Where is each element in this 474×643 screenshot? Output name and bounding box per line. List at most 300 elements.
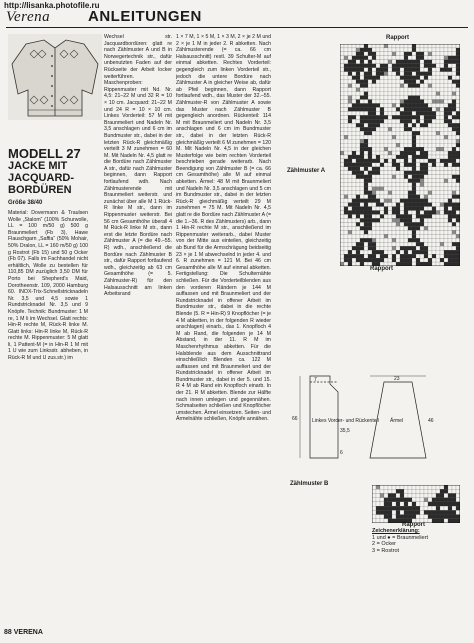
chart-cell [452,103,456,107]
chart-cell [384,195,388,199]
chart-cell [456,143,460,147]
chart-cell [400,510,404,514]
chart-cell [372,510,376,514]
chart-cell [448,123,452,127]
chart-cell [412,76,416,80]
chart-cell [400,72,404,76]
chart-cell [340,218,344,222]
chart-cell [436,155,440,159]
jacket-illustration [8,34,102,120]
chart-cell [436,489,440,493]
chart-cell [356,222,360,226]
chart-cell [400,195,404,199]
chart-cell [396,103,400,107]
chart-cell [388,187,392,191]
chart-cell [424,143,428,147]
chart-cell [360,107,364,111]
chart-cell [428,92,432,96]
chart-cell [360,60,364,64]
chart-cell [448,510,452,514]
chart-cell [456,147,460,151]
chart-cell [368,119,372,123]
chart-cell [408,48,412,52]
chart-cell [412,250,416,254]
chart-cell [400,167,404,171]
chart-cell [344,123,348,127]
chart-cell [408,222,412,226]
chart-cell [376,493,380,497]
chart-cell [348,214,352,218]
chart-cell [436,199,440,203]
chart-cell [356,187,360,191]
chart-cell [432,84,436,88]
chart-cell [416,123,420,127]
chart-cell [440,151,444,155]
chart-cell [432,111,436,115]
chart-cell [404,510,408,514]
chart-cell [380,68,384,72]
chart-cell [416,171,420,175]
chart-cell [388,191,392,195]
chart-cell [344,226,348,230]
chart-cell [344,131,348,135]
chart-cell [408,246,412,250]
chart-cell [392,510,396,514]
chart-cell [456,493,460,497]
chart-cell [360,127,364,131]
chart-cell [380,143,384,147]
chart-cell [420,64,424,68]
chart-cell [392,147,396,151]
chart-cell [440,203,444,207]
dim-b: 7 [314,377,317,383]
chart-cell [368,72,372,76]
chart-cell [448,226,452,230]
chart-cell [428,183,432,187]
chart-cell [356,76,360,80]
chart-cell [456,151,460,155]
chart-cell [388,72,392,76]
chart-cell [384,222,388,226]
chart-cell [340,214,344,218]
chart-cell [452,167,456,171]
chart-cell [384,100,388,104]
chart-cell [352,226,356,230]
chart-cell [424,510,428,514]
chart-cell [404,254,408,258]
chart-cell [456,64,460,68]
chart-cell [392,111,396,115]
chart-cell [348,100,352,104]
chart-cell [456,226,460,230]
chart-cell [396,131,400,135]
chart-cell [452,72,456,76]
chart-cell [388,139,392,143]
chart-cell [432,96,436,100]
chart-cell [372,493,376,497]
chart-cell [448,96,452,100]
chart-cell [444,84,448,88]
chart-cell [372,498,376,502]
chart-cell [444,258,448,262]
chart-cell [400,515,404,519]
chart-cell [424,485,428,489]
chart-cell [404,92,408,96]
chart-cell [340,76,344,80]
chart-cell [344,163,348,167]
chart-cell [368,175,372,179]
chart-cell [384,115,388,119]
chart-cell [456,187,460,191]
chart-cell [400,226,404,230]
chart-cell [372,155,376,159]
chart-cell [432,199,436,203]
chart-cell [348,155,352,159]
chart-cell [356,159,360,163]
chart-cell [388,226,392,230]
chart-cell [408,88,412,92]
chart-cell [428,131,432,135]
chart-cell [400,60,404,64]
chart-cell [380,103,384,107]
chart-cell [420,222,424,226]
chart-cell [432,163,436,167]
chart-cell [424,52,428,56]
chart-cell [416,238,420,242]
chart-cell [352,44,356,48]
chart-cell [388,218,392,222]
chart-cell [432,103,436,107]
chart-cell [392,92,396,96]
chart-cell [372,207,376,211]
chart-cell [380,159,384,163]
chart-cell [416,230,420,234]
chart-cell [428,246,432,250]
chart-cell [344,187,348,191]
chart-cell [372,147,376,151]
chart-cell [352,88,356,92]
chart-cell [428,80,432,84]
chart-cell [436,498,440,502]
chart-cell [384,60,388,64]
chart-cell [360,214,364,218]
chart-cell [428,151,432,155]
chart-cell [412,493,416,497]
chart-cell [420,123,424,127]
chart-cell [416,485,420,489]
chart-cell [356,195,360,199]
chart-cell [396,191,400,195]
chart-cell [408,64,412,68]
chart-cell [436,214,440,218]
chart-cell [356,48,360,52]
chart-cell [400,92,404,96]
chart-cell [372,100,376,104]
chart-cell [372,143,376,147]
chart-cell [368,131,372,135]
chart-cell [364,230,368,234]
chart-cell [404,100,408,104]
chart-cell [384,258,388,262]
chart-cell [384,80,388,84]
chart-cell [364,175,368,179]
chart-cell [432,151,436,155]
chart-cell [392,159,396,163]
chart-cell [360,151,364,155]
chart-cell [432,159,436,163]
chart-cell [396,195,400,199]
chart-cell [364,171,368,175]
chart-cell [412,254,416,258]
chart-cell [392,96,396,100]
chart-cell [372,96,376,100]
chart-cell [376,64,380,68]
chart-b-label: Zählmuster B [290,481,329,487]
chart-cell [412,52,416,56]
chart-cell [452,207,456,211]
chart-cell [372,242,376,246]
chart-cell [416,218,420,222]
chart-cell [456,242,460,246]
chart-cell [396,48,400,52]
chart-cell [424,254,428,258]
chart-cell [372,64,376,68]
chart-cell [432,218,436,222]
chart-cell [380,163,384,167]
chart-cell [380,234,384,238]
chart-cell [368,92,372,96]
chart-cell [420,242,424,246]
chart-cell [444,195,448,199]
chart-cell [404,96,408,100]
chart-cell [424,68,428,72]
chart-cell [440,84,444,88]
chart-cell [428,143,432,147]
chart-cell [384,214,388,218]
chart-cell [400,107,404,111]
chart-cell [376,151,380,155]
chart-cell [444,96,448,100]
chart-cell [376,519,380,523]
chart-cell [416,147,420,151]
chart-cell [364,147,368,151]
chart-cell [428,179,432,183]
chart-cell [444,207,448,211]
chart-cell [440,123,444,127]
chart-cell [376,147,380,151]
chart-cell [448,203,452,207]
chart-cell [348,151,352,155]
chart-cell [360,207,364,211]
chart-cell [408,250,412,254]
chart-cell [444,56,448,60]
chart-cell [416,214,420,218]
chart-cell [412,155,416,159]
chart-cell [444,88,448,92]
chart-cell [436,123,440,127]
chart-cell [384,96,388,100]
chart-cell [340,187,344,191]
chart-cell [392,183,396,187]
chart-cell [384,199,388,203]
chart-cell [392,72,396,76]
chart-cell [440,230,444,234]
chart-cell [344,115,348,119]
chart-cell [424,498,428,502]
chart-cell [356,242,360,246]
chart-cell [376,191,380,195]
chart-cell [360,250,364,254]
chart-cell [456,262,460,266]
chart-cell [392,203,396,207]
chart-cell [340,155,344,159]
chart-cell [412,151,416,155]
chart-cell [428,72,432,76]
chart-cell [388,502,392,506]
chart-cell [392,195,396,199]
chart-cell [360,230,364,234]
chart-cell [432,119,436,123]
chart-cell [388,250,392,254]
chart-cell [440,187,444,191]
chart-cell [404,80,408,84]
chart-cell [356,207,360,211]
chart-cell [404,139,408,143]
chart-cell [452,96,456,100]
chart-cell [412,88,416,92]
chart-cell [412,203,416,207]
chart-cell [368,80,372,84]
chart-cell [344,139,348,143]
chart-cell [392,230,396,234]
chart-cell [396,187,400,191]
chart-cell [384,135,388,139]
chart-cell [448,88,452,92]
chart-cell [396,234,400,238]
chart-cell [360,179,364,183]
chart-cell [388,167,392,171]
chart-cell [412,48,416,52]
chart-cell [440,159,444,163]
chart-cell [376,515,380,519]
chart-cell [396,127,400,131]
chart-cell [420,56,424,60]
chart-cell [428,519,432,523]
chart-cell [420,258,424,262]
chart-cell [364,100,368,104]
chart-cell [372,187,376,191]
chart-cell [372,52,376,56]
chart-cell [380,519,384,523]
chart-cell [384,64,388,68]
chart-cell [396,183,400,187]
chart-cell [432,183,436,187]
chart-cell [428,222,432,226]
chart-cell [364,238,368,242]
chart-cell [356,131,360,135]
chart-cell [340,191,344,195]
chart-cell [448,238,452,242]
chart-cell [380,506,384,510]
chart-cell [400,207,404,211]
chart-cell [412,68,416,72]
chart-cell [436,183,440,187]
chart-cell [452,242,456,246]
chart-cell [408,127,412,131]
chart-cell [448,485,452,489]
chart-cell [372,76,376,80]
chart-cell [448,92,452,96]
chart-cell [340,111,344,115]
chart-cell [424,207,428,211]
chart-cell [428,68,432,72]
chart-cell [376,52,380,56]
chart-cell [364,258,368,262]
chart-a-label: Zählmuster A [287,168,326,174]
chart-cell [448,230,452,234]
chart-cell [428,115,432,119]
chart-cell [416,88,420,92]
chart-cell [340,195,344,199]
chart-cell [420,92,424,96]
chart-cell [364,44,368,48]
chart-cell [404,111,408,115]
chart-cell [356,107,360,111]
chart-cell [372,250,376,254]
chart-cell [392,175,396,179]
chart-cell [388,64,392,68]
chart-cell [392,167,396,171]
chart-cell [408,242,412,246]
chart-cell [352,72,356,76]
chart-cell [448,147,452,151]
chart-cell [452,147,456,151]
chart-cell [364,115,368,119]
chart-cell [428,119,432,123]
chart-cell [352,242,356,246]
chart-cell [440,64,444,68]
chart-cell [384,111,388,115]
chart-cell [372,179,376,183]
chart-cell [416,96,420,100]
chart-cell [352,127,356,131]
chart-cell [420,187,424,191]
chart-cell [384,489,388,493]
chart-cell [424,92,428,96]
garment-schematic [290,372,438,462]
chart-cell [400,143,404,147]
chart-cell [376,135,380,139]
chart-cell [356,183,360,187]
chart-cell [352,234,356,238]
chart-cell [428,515,432,519]
chart-cell [352,167,356,171]
chart-cell [408,506,412,510]
chart-cell [436,167,440,171]
chart-cell [452,52,456,56]
chart-cell [448,250,452,254]
chart-cell [404,234,408,238]
chart-cell [392,515,396,519]
chart-cell [456,72,460,76]
chart-cell [400,246,404,250]
chart-cell [384,203,388,207]
chart-cell [340,254,344,258]
chart-cell [380,139,384,143]
chart-cell [344,119,348,123]
chart-cell [356,72,360,76]
chart-cell [436,68,440,72]
